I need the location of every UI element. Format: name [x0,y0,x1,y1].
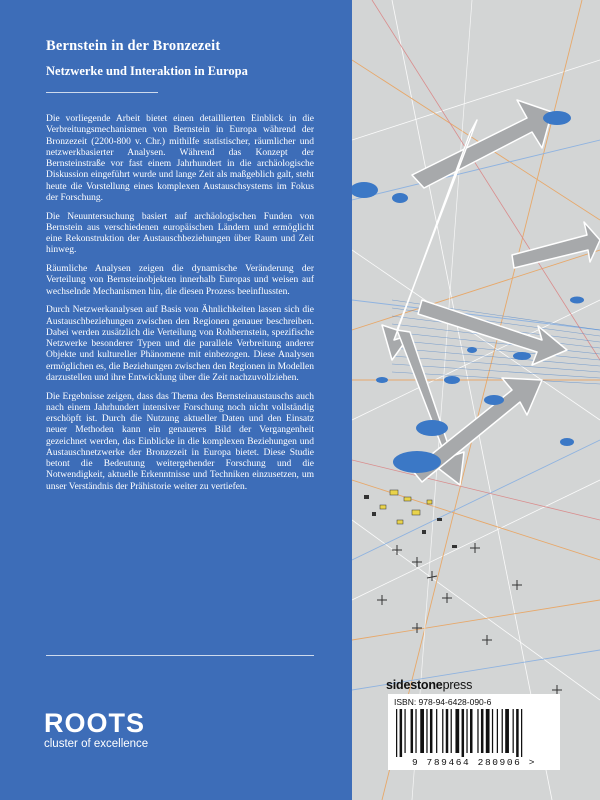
barcode-bar [420,709,424,753]
publisher-name: sidestone [386,678,443,692]
barcode-bar [411,709,414,753]
barcode-bar [492,709,493,753]
barcode-bar [442,709,443,753]
barcode-bar [513,709,514,753]
barcode-graphic [392,709,556,757]
barcode-bar [466,709,467,753]
barcode-bar [455,709,459,753]
roots-wordmark: ROOTS [44,708,146,738]
isbn-label: ISBN: 978-94-6428-090-6 [394,697,492,707]
roots-tagline: cluster of excellence [44,738,149,750]
bottom-divider [46,655,314,656]
barcode-bar [516,709,519,757]
map-site-markers [380,490,432,524]
roots-logo [44,710,176,751]
map-cross-marks [377,543,562,695]
barcode-bar [486,709,490,753]
isbn-barcode-box [388,694,560,770]
blurb-paragraph-4: Durch Netzwerkanalysen auf Basis von Ähnlichkeiten lassen sich die Austauschbeziehungen zwischen den Regionen genauer beschreiben. Dabei werden zusätzlich die Verteilung von Rohbernstein, spezifische Netzwerke besonderer Typen und die parallele Verbreitung anderer Objekte und kultureller Phänomene mit einbezogen. Diese Analysen ermöglichen es, die Beziehungen zwischen den Regionen in Modellen darzustellen und ihre Entwicklung über die Zeit nachzuvollziehen. [46,305,314,383]
barcode-bar [502,709,503,753]
barcode-bar [505,709,509,753]
title-divider [46,92,158,93]
barcode-bar [451,709,452,753]
publisher-press: press [442,678,473,692]
book-title: Bernstein in der Bronzezeit [46,38,221,54]
barcode-bar [436,709,437,753]
barcode-bar [404,709,405,753]
barcode-digits: 9 789464 280906 > [411,757,537,768]
barcode-bar [521,709,522,757]
barcode-bar [446,709,449,753]
barcode-bar [396,709,397,757]
blurb-paragraph-2: Die Neuuntersuchung basiert auf archäologischen Funden von Bernstein aus verschiedenen europäischen Ländern und ermöglicht eine Rekonstruktion der Austauschbeziehungen über Raum und Zeit hinweg. [46,211,314,256]
blurb-paragraph-5: Die Ergebnisse zeigen, dass das Thema des Bernsteinaustauschs auch nach einem Jahrhundert intensiver Forschung noch nicht vollständig erschöpft ist. Durch die Nutzung aktueller Daten und den Einsatz neuer Methoden kann ein genaueres Bild der Vergangenheit gezeichnet werden, das Einblicke in die komplexen Beziehungen und Austauschnetzwerke der Bronzezeit in Europa bietet. Diese Studie betont die Bedeutung weitergehender Forschung und die Notwendigkeit, aktuelle Erkenntnisse und Techniken einzusetzen, um unser Verständnis der Prähistorie weiter zu vertiefen. [46,391,314,492]
barcode-bar [497,709,498,753]
barcode-bar [481,709,484,753]
book-subtitle: Netzwerke und Interaktion in Europa [46,64,248,78]
barcode-bar [415,709,416,753]
publisher-logo [386,678,472,692]
barcode-bar [477,709,478,753]
barcode-bar [470,709,473,753]
map-dark-markers [364,495,457,548]
barcode-bar [462,709,465,757]
blurb-text [46,114,314,500]
barcode-bar [426,709,427,753]
blurb-paragraph-3: Räumliche Analysen zeigen die dynamische Veränderung der Verteilung von Bernsteinobjekten innerhalb Europas und weisen auf wechselnde Mechanismen hin, die diesen Prozess beeinflussten. [46,264,314,297]
barcode-bar [400,709,403,757]
barcode-bar [430,709,433,753]
blurb-paragraph-1: Die vorliegende Arbeit bietet einen detaillierten Einblick in die Verbreitungsmechanismen von Bernstein in Europa während der Bronzezeit (2200-800 v. Chr.) mithilfe statistischer, räumlicher und netzwerkbasierter Analysen. Während das Konzept der Bernsteinstraße vor fast einem Jahrhundert in die archäologische Diskussion eingeführt wurde und lange Zeit als maßgeblich galt, steht heute die Vorstellung eines komplexen Austauschsystems im Fokus der Forschung. [46,114,314,203]
